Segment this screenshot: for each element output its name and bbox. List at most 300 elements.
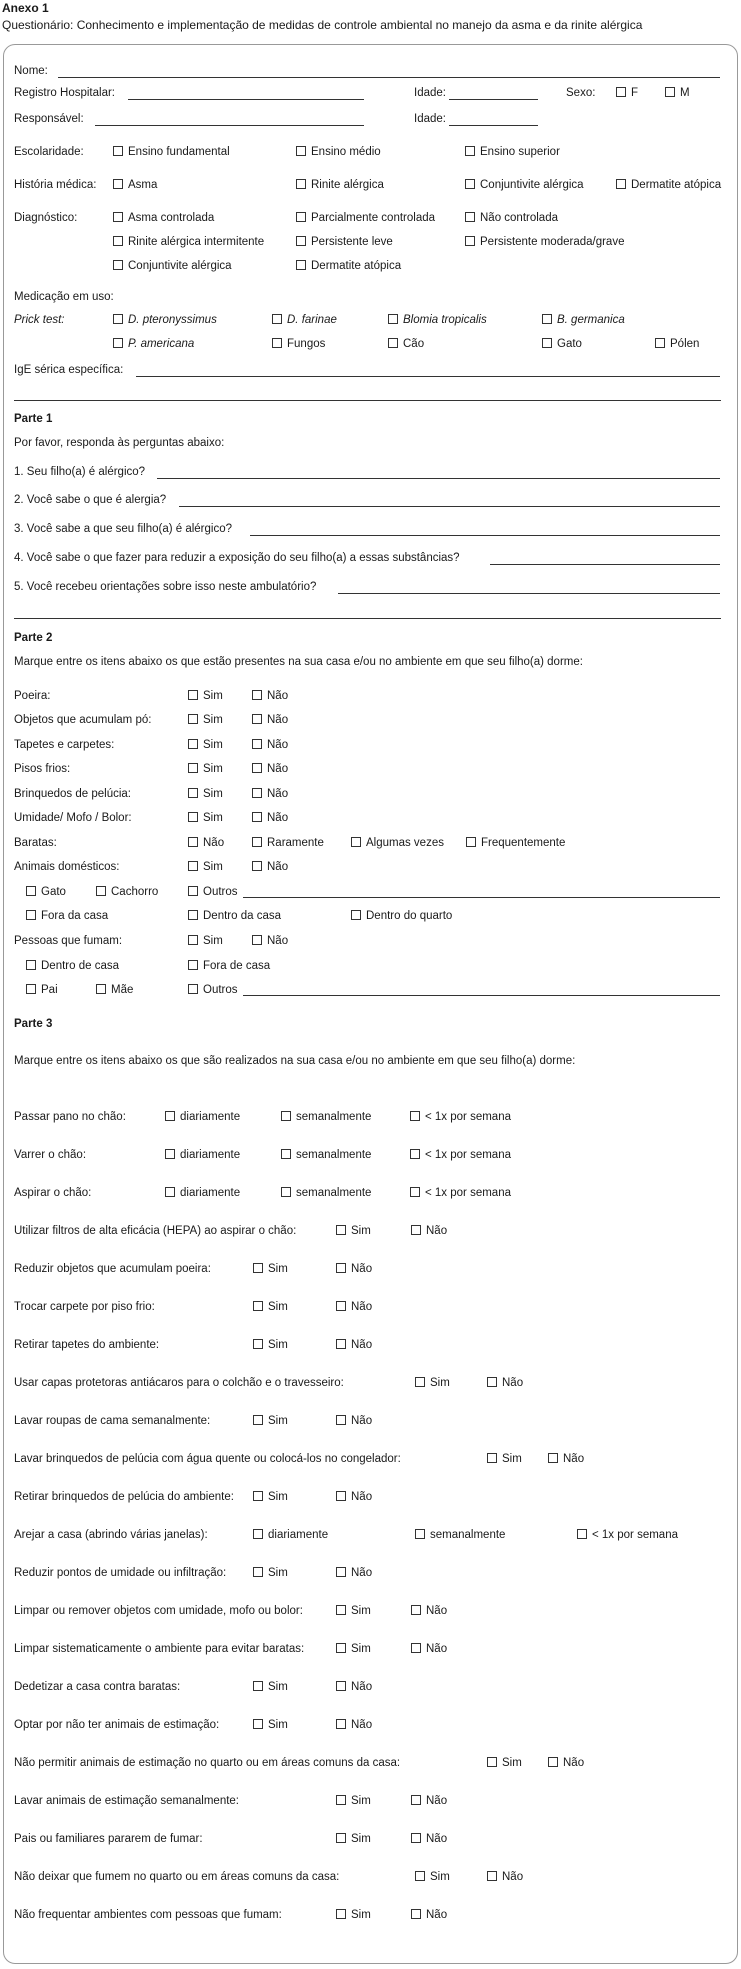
nome-field[interactable] <box>58 77 720 78</box>
checkbox[interactable] <box>281 1111 291 1121</box>
checkbox[interactable] <box>188 886 198 896</box>
sim-option[interactable] <box>336 1605 371 1617</box>
checkbox[interactable] <box>388 314 398 324</box>
checkbox[interactable] <box>336 1225 346 1235</box>
item-label: Poeira: <box>14 690 51 702</box>
checkbox[interactable] <box>252 935 262 945</box>
checkbox[interactable] <box>336 1263 346 1273</box>
option-label: Conjuntivite alérgica <box>128 260 232 272</box>
historia-option[interactable] <box>616 179 721 191</box>
checkbox[interactable] <box>188 714 198 724</box>
checkbox[interactable] <box>188 690 198 700</box>
checkbox[interactable] <box>542 314 552 324</box>
option-label: < 1x por semana <box>425 1187 511 1199</box>
sim-option[interactable] <box>253 1415 288 1427</box>
checkbox[interactable] <box>253 1529 263 1539</box>
nao-option[interactable] <box>411 1225 447 1237</box>
checkbox[interactable] <box>188 812 198 822</box>
option-label: Sim <box>203 935 223 947</box>
checkbox[interactable] <box>188 984 198 994</box>
prick-option[interactable] <box>655 338 699 350</box>
sexo-f-option[interactable] <box>616 87 638 99</box>
checkbox[interactable] <box>113 146 123 156</box>
option-label: Sim <box>502 1453 522 1465</box>
baratas-option[interactable] <box>252 837 324 849</box>
historia-label: História médica: <box>14 179 97 191</box>
option-label: Fora da casa <box>41 910 109 922</box>
prick-option[interactable] <box>113 314 217 326</box>
part1-question: 3. Você sabe a que seu filho(a) é alérgico? <box>14 523 233 535</box>
checkbox[interactable] <box>281 1187 291 1197</box>
checkbox[interactable] <box>188 837 198 847</box>
option-label: Sim <box>268 1719 288 1731</box>
checkbox[interactable] <box>351 910 361 920</box>
checkbox[interactable] <box>577 1529 587 1539</box>
animais-option[interactable] <box>26 886 66 898</box>
option-label: Não <box>502 1871 524 1883</box>
part3-title: Parte 3 <box>14 1018 53 1030</box>
checkbox[interactable] <box>336 1909 346 1919</box>
outros-field[interactable] <box>243 897 720 898</box>
option-label: Sim <box>203 739 223 751</box>
diagnostico-option[interactable] <box>113 260 232 272</box>
freq-option[interactable] <box>281 1187 371 1199</box>
nao-option[interactable] <box>336 1301 372 1313</box>
sim-option[interactable] <box>188 739 223 751</box>
sim-option[interactable] <box>253 1301 288 1313</box>
checkbox[interactable] <box>113 338 123 348</box>
nao-option[interactable] <box>336 1681 372 1693</box>
part1-question: 4. Você sabe o que fazer para reduzir a exposição do seu filho(a) a essas substâncias? <box>14 552 460 564</box>
historia-option[interactable] <box>296 179 384 191</box>
checkbox[interactable] <box>26 910 36 920</box>
checkbox[interactable] <box>542 338 552 348</box>
checkbox[interactable] <box>272 338 282 348</box>
answer-field[interactable] <box>490 564 720 565</box>
diagnostico-option[interactable] <box>465 236 624 248</box>
animais-option[interactable] <box>188 886 238 898</box>
sim-option[interactable] <box>415 1377 450 1389</box>
animais-loc-option[interactable] <box>26 910 108 922</box>
option-label: Não <box>267 861 289 873</box>
checkbox[interactable] <box>252 714 262 724</box>
checkbox[interactable] <box>411 1225 421 1235</box>
option-label: Dentro de casa <box>41 960 119 972</box>
checkbox[interactable] <box>411 1643 421 1653</box>
option-label: Sim <box>351 1909 371 1921</box>
nao-option[interactable] <box>411 1795 447 1807</box>
prick-option[interactable] <box>272 338 325 350</box>
freq-option[interactable] <box>410 1187 511 1199</box>
checkbox[interactable] <box>296 212 306 222</box>
question-label: Trocar carpete por piso frio: <box>14 1301 155 1313</box>
question-label: Lavar brinquedos de pelúcia com água quente ou colocá-los no congelador: <box>14 1453 401 1465</box>
option-label: Sim <box>203 763 223 775</box>
sim-option[interactable] <box>188 812 223 824</box>
nao-option[interactable] <box>411 1833 447 1845</box>
nao-option[interactable] <box>548 1453 584 1465</box>
option-label: Asma <box>128 179 158 191</box>
checkbox[interactable] <box>415 1871 425 1881</box>
option-label: Não <box>351 1491 373 1503</box>
option-label: Não <box>267 714 289 726</box>
nao-option[interactable] <box>252 935 288 947</box>
prick-option[interactable] <box>388 314 487 326</box>
checkbox[interactable] <box>26 984 36 994</box>
nao-option[interactable] <box>336 1719 372 1731</box>
nao-option[interactable] <box>487 1377 523 1389</box>
checkbox[interactable] <box>411 1833 421 1843</box>
checkbox[interactable] <box>188 788 198 798</box>
checkbox[interactable] <box>252 861 262 871</box>
historia-option[interactable] <box>113 179 157 191</box>
checkbox[interactable] <box>351 837 361 847</box>
registro-field[interactable] <box>128 99 364 100</box>
checkbox[interactable] <box>616 179 626 189</box>
checkbox[interactable] <box>655 338 665 348</box>
option-label: Sim <box>502 1757 522 1769</box>
freq-option[interactable] <box>281 1111 371 1123</box>
ige-label: IgE sérica específica: <box>14 364 124 376</box>
checkbox[interactable] <box>281 1149 291 1159</box>
checkbox[interactable] <box>188 861 198 871</box>
checkbox[interactable] <box>165 1149 175 1159</box>
nao-option[interactable] <box>252 714 288 726</box>
freq-option[interactable] <box>410 1149 511 1161</box>
sexo-m-option[interactable] <box>665 87 690 99</box>
question-label: Optar por não ter animais de estimação: <box>14 1719 220 1731</box>
sim-option[interactable] <box>253 1681 288 1693</box>
option-label: Não <box>502 1377 524 1389</box>
checkbox[interactable] <box>253 1567 263 1577</box>
option-label: diariamente <box>180 1187 241 1199</box>
checkbox[interactable] <box>487 1453 497 1463</box>
responsavel-field[interactable] <box>95 125 364 126</box>
option-label: Não <box>267 763 289 775</box>
checkbox[interactable] <box>113 179 123 189</box>
checkbox[interactable] <box>188 935 198 945</box>
checkbox[interactable] <box>336 1643 346 1653</box>
ige-field[interactable] <box>136 376 720 377</box>
nao-option[interactable] <box>336 1567 372 1579</box>
option-label: Não <box>267 788 289 800</box>
escolaridade-option[interactable] <box>465 146 560 158</box>
checkbox[interactable] <box>253 1415 263 1425</box>
item-label: Tapetes e carpetes: <box>14 739 115 751</box>
question-label: Limpar ou remover objetos com umidade, mofo ou bolor: <box>14 1605 303 1617</box>
checkbox[interactable] <box>336 1415 346 1425</box>
checkbox[interactable] <box>253 1339 263 1349</box>
sim-option[interactable] <box>336 1909 371 1921</box>
diagnostico-option[interactable] <box>296 212 435 224</box>
sim-option[interactable] <box>487 1757 522 1769</box>
fumam-quem-option[interactable] <box>96 984 133 996</box>
sim-option[interactable] <box>253 1719 288 1731</box>
outros-field[interactable] <box>243 995 720 996</box>
fumam-quem-option[interactable] <box>26 984 58 996</box>
sim-option[interactable] <box>188 690 223 702</box>
option-label: Rinite alérgica intermitente <box>128 236 265 248</box>
idade-label: Idade: <box>414 87 446 99</box>
checkbox[interactable] <box>410 1187 420 1197</box>
checkbox[interactable] <box>548 1757 558 1767</box>
option-label: diariamente <box>268 1529 329 1541</box>
sim-option[interactable] <box>336 1225 371 1237</box>
item-label: Objetos que acumulam pó: <box>14 714 152 726</box>
prick-option[interactable] <box>542 338 582 350</box>
animais-loc-option[interactable] <box>351 910 452 922</box>
option-label: Sim <box>351 1605 371 1617</box>
checkbox[interactable] <box>465 212 475 222</box>
checkbox[interactable] <box>336 1491 346 1501</box>
checkbox[interactable] <box>411 1605 421 1615</box>
checkbox[interactable] <box>296 260 306 270</box>
sexo-m-label: M <box>680 87 690 99</box>
part1-question: 1. Seu filho(a) é alérgico? <box>14 466 146 478</box>
nao-option[interactable] <box>336 1263 372 1275</box>
diagnostico-option[interactable] <box>113 236 264 248</box>
checkbox[interactable] <box>165 1187 175 1197</box>
option-label: Não <box>426 1225 448 1237</box>
checkbox[interactable] <box>487 1377 497 1387</box>
option-label: Sim <box>268 1263 288 1275</box>
prick-option[interactable] <box>542 314 625 326</box>
option-label: B. germanica <box>557 314 625 326</box>
option-label: Não <box>426 1833 448 1845</box>
sim-option[interactable] <box>188 935 223 947</box>
checkbox[interactable] <box>415 1529 425 1539</box>
prick-option[interactable] <box>272 314 337 326</box>
nao-option[interactable] <box>336 1415 372 1427</box>
baratas-label: Baratas: <box>14 837 57 849</box>
sim-option[interactable] <box>253 1491 288 1503</box>
checkbox[interactable] <box>411 1909 421 1919</box>
fumam-loc-option[interactable] <box>188 960 270 972</box>
sim-option[interactable] <box>188 763 223 775</box>
fumam-quem-option[interactable] <box>188 984 238 996</box>
nao-option[interactable] <box>548 1757 584 1769</box>
checkbox[interactable] <box>487 1871 497 1881</box>
part1-question: 2. Você sabe o que é alergia? <box>14 494 167 506</box>
nao-option[interactable] <box>252 788 288 800</box>
answer-field[interactable] <box>338 593 720 594</box>
baratas-option[interactable] <box>466 837 565 849</box>
sim-option[interactable] <box>188 788 223 800</box>
nao-option[interactable] <box>336 1491 372 1503</box>
form-title: Questionário: Conhecimento e implementação de medidas de controle ambiental no manejo da asma e da rinite alérgica <box>2 18 643 32</box>
checkbox[interactable] <box>113 212 123 222</box>
checkbox[interactable] <box>26 886 36 896</box>
checkbox[interactable] <box>465 236 475 246</box>
checkbox[interactable] <box>665 87 675 97</box>
option-label: diariamente <box>180 1149 241 1161</box>
sim-option[interactable] <box>415 1871 450 1883</box>
checkbox[interactable] <box>253 1301 263 1311</box>
option-label: Ensino fundamental <box>128 146 230 158</box>
checkbox[interactable] <box>465 179 475 189</box>
checkbox[interactable] <box>336 1339 346 1349</box>
checkbox[interactable] <box>548 1453 558 1463</box>
sim-option[interactable] <box>336 1643 371 1655</box>
checkbox[interactable] <box>487 1757 497 1767</box>
sim-option[interactable] <box>253 1567 288 1579</box>
freq-option[interactable] <box>165 1187 240 1199</box>
checkbox[interactable] <box>466 837 476 847</box>
sim-option[interactable] <box>336 1833 371 1845</box>
checkbox[interactable] <box>388 338 398 348</box>
option-label: < 1x por semana <box>592 1529 678 1541</box>
checkbox[interactable] <box>296 179 306 189</box>
checkbox[interactable] <box>410 1149 420 1159</box>
checkbox[interactable] <box>188 763 198 773</box>
nao-option[interactable] <box>336 1339 372 1351</box>
checkbox[interactable] <box>296 236 306 246</box>
escolaridade-option[interactable] <box>296 146 381 158</box>
answer-field[interactable] <box>250 535 720 536</box>
checkbox[interactable] <box>465 146 475 156</box>
part2-title: Parte 2 <box>14 632 53 644</box>
checkbox[interactable] <box>252 690 262 700</box>
checkbox[interactable] <box>96 886 106 896</box>
question-label: Utilizar filtros de alta eficácia (HEPA) ao aspirar o chão: <box>14 1225 297 1237</box>
baratas-option[interactable] <box>351 837 444 849</box>
freq-option[interactable] <box>253 1529 328 1541</box>
option-label: semanalmente <box>296 1111 372 1123</box>
sim-option[interactable] <box>188 861 223 873</box>
checkbox[interactable] <box>410 1111 420 1121</box>
freq-option[interactable] <box>165 1149 240 1161</box>
checkbox[interactable] <box>252 739 262 749</box>
freq-option[interactable] <box>415 1529 505 1541</box>
sexo-f-label: F <box>631 87 639 99</box>
prick-option[interactable] <box>388 338 424 350</box>
option-label: < 1x por semana <box>425 1149 511 1161</box>
question-label: Usar capas protetoras antiácaros para o colchão e o travesseiro: <box>14 1377 344 1389</box>
checkbox[interactable] <box>336 1719 346 1729</box>
option-label: Fungos <box>287 338 326 350</box>
option-label: Não controlada <box>480 212 558 224</box>
idade-field[interactable] <box>449 99 538 100</box>
checkbox[interactable] <box>336 1567 346 1577</box>
prick-option[interactable] <box>113 338 194 350</box>
option-label: Sim <box>203 714 223 726</box>
checkbox[interactable] <box>253 1681 263 1691</box>
option-label: Sim <box>351 1643 371 1655</box>
option-label: Persistente leve <box>311 236 393 248</box>
option-label: Não <box>267 690 289 702</box>
nao-option[interactable] <box>252 739 288 751</box>
diagnostico-label: Diagnóstico: <box>14 212 78 224</box>
answer-field[interactable] <box>179 506 720 507</box>
checkbox[interactable] <box>336 1301 346 1311</box>
checkbox[interactable] <box>165 1111 175 1121</box>
nao-option[interactable] <box>487 1871 523 1883</box>
nao-option[interactable] <box>411 1605 447 1617</box>
checkbox[interactable] <box>113 260 123 270</box>
option-label: Sim <box>430 1377 450 1389</box>
nao-option[interactable] <box>411 1643 447 1655</box>
baratas-option[interactable] <box>188 837 224 849</box>
checkbox[interactable] <box>252 837 262 847</box>
fumam-loc-option[interactable] <box>26 960 119 972</box>
checkbox[interactable] <box>336 1833 346 1843</box>
diagnostico-option[interactable] <box>296 260 401 272</box>
freq-item-label: Passar pano no chão: <box>14 1111 126 1123</box>
checkbox[interactable] <box>336 1681 346 1691</box>
answer-field[interactable] <box>157 478 720 479</box>
nao-option[interactable] <box>252 690 288 702</box>
sim-option[interactable] <box>253 1263 288 1275</box>
checkbox[interactable] <box>296 146 306 156</box>
option-label: Cachorro <box>111 886 159 898</box>
checkbox[interactable] <box>415 1377 425 1387</box>
checkbox[interactable] <box>253 1719 263 1729</box>
part1-title: Parte 1 <box>14 413 53 425</box>
diagnostico-option[interactable] <box>296 236 393 248</box>
option-label: Não <box>351 1681 373 1693</box>
escolaridade-option[interactable] <box>113 146 230 158</box>
question-label: Pais ou familiares pararem de fumar: <box>14 1833 203 1845</box>
checkbox[interactable] <box>252 812 262 822</box>
sim-option[interactable] <box>188 714 223 726</box>
option-label: Não <box>267 812 289 824</box>
option-label: semanalmente <box>430 1529 506 1541</box>
checkbox[interactable] <box>253 1263 263 1273</box>
checkbox[interactable] <box>26 960 36 970</box>
divider <box>14 618 721 619</box>
sim-option[interactable] <box>487 1453 522 1465</box>
checkbox[interactable] <box>616 87 626 97</box>
freq-option[interactable] <box>165 1111 240 1123</box>
nao-option[interactable] <box>252 861 288 873</box>
nao-option[interactable] <box>252 812 288 824</box>
option-label: Sim <box>351 1833 371 1845</box>
nao-option[interactable] <box>252 763 288 775</box>
checkbox[interactable] <box>272 314 282 324</box>
option-label: D. farinae <box>287 314 337 326</box>
animais-option[interactable] <box>96 886 158 898</box>
option-label: Outros <box>203 886 238 898</box>
freq-option[interactable] <box>577 1529 678 1541</box>
checkbox[interactable] <box>336 1795 346 1805</box>
nao-option[interactable] <box>411 1909 447 1921</box>
diagnostico-option[interactable] <box>113 212 214 224</box>
historia-option[interactable] <box>465 179 584 191</box>
checkbox[interactable] <box>188 739 198 749</box>
checkbox[interactable] <box>411 1795 421 1805</box>
sim-option[interactable] <box>336 1795 371 1807</box>
checkbox[interactable] <box>336 1605 346 1615</box>
idade2-field[interactable] <box>449 125 538 126</box>
freq-option[interactable] <box>281 1149 371 1161</box>
checkbox[interactable] <box>113 314 123 324</box>
checkbox[interactable] <box>252 788 262 798</box>
checkbox[interactable] <box>253 1491 263 1501</box>
freq-option[interactable] <box>410 1111 511 1123</box>
option-label: Sim <box>351 1225 371 1237</box>
checkbox[interactable] <box>113 236 123 246</box>
checkbox[interactable] <box>252 763 262 773</box>
sim-option[interactable] <box>253 1339 288 1351</box>
checkbox[interactable] <box>188 960 198 970</box>
diagnostico-option[interactable] <box>465 212 558 224</box>
checkbox[interactable] <box>96 984 106 994</box>
checkbox[interactable] <box>188 910 198 920</box>
annex-label: Anexo 1 <box>2 1 49 15</box>
option-label: Não <box>426 1605 448 1617</box>
animais-loc-option[interactable] <box>188 910 281 922</box>
responsavel-label: Responsável: <box>14 113 84 125</box>
